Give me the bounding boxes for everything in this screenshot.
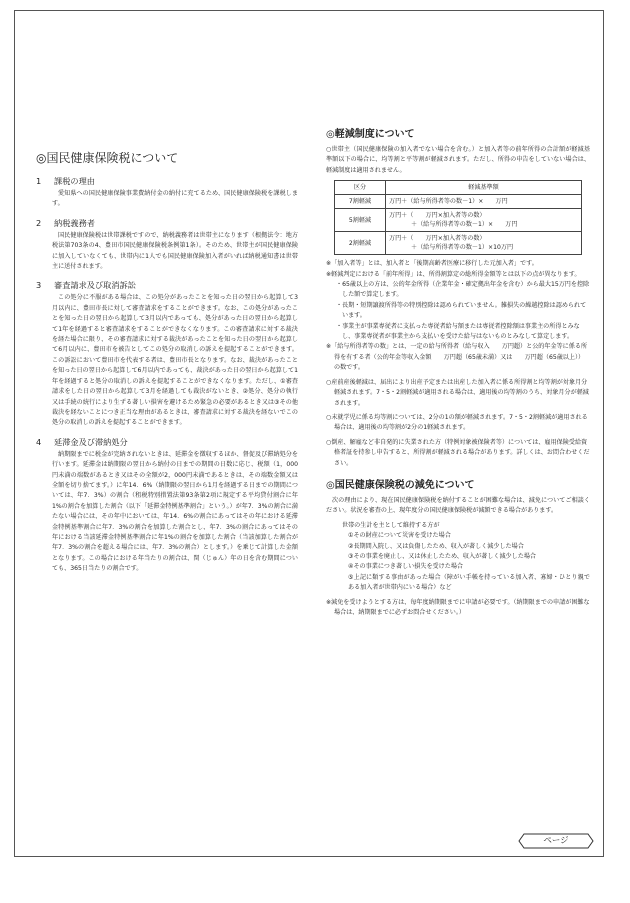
exemption-list [342,521,590,594]
formula-line: 万円＋（ 万円×加入者等の数） [389,235,486,243]
section-heading [36,218,298,229]
exemption-closing: ※減免を受けようとする方は、毎年度納期限までに申請が必要です。（納期限までの申請が困難な場合は、納期限までに必ずお問合せください。） [326,598,590,616]
exemption-intro: 次の理由により、現在国民健康保険税を納付することが困難な場合は、減免についてご相談ください。状況を審査の上、現年度分の国民健康保険税が減額できる場合があります。 [326,496,590,515]
table-row [335,232,582,255]
reduction-title: ◎軽減制度について [326,129,415,140]
section-paragraph: 納期限までに税金が完納されないときは、延滞金を徴収するほか、督促及び滞納処分を行います。延滞金は納期限の翌日から納付の日までの期間の日数に応じ、税額（1，000円未満の端数があるとき又はその全額が2，000円未満であるときは、その端数金額又は全額を切り捨てます。）に年14．6%（納期限の翌日から1月を経過する日までの期間については、年7．3%）の割合（租税特別措置法第93条第2項に規定する平均貸付割合に年1%の割合を加算した割合（以下「延滞金特例基準割合」という。）が年7．3%の割合に満たない場合には、その年中においては、年14．6%の割合にあってはその年における延滞金特例基準割合に年7．3%の割合を加算した割合とし、年7．3%の割合にあってはその年における当該延滞金特例基準割合に年1%の割合を加算した割合（当該加算した割合が年7．3%の割合を超える場合には、年7．3%の割合）とします。）を乗じて計算した金額となります。この場合における年当たりの割合は、閏（じゅん）年の日を含む期間についても、365日当たりの割合です。 [52,450,298,573]
section-title: 延滞金及び滞納処分 [54,436,128,447]
page-label: ページ [543,836,569,846]
reduction-class: 2割軽減 [335,232,386,255]
table-row [335,209,582,232]
section-number: 1 [36,176,42,186]
subnote-item: ・事業主が事業専従者に支払った専従者給与額または専従者控除額は事業主の所得とみなし、事業専従者が事業主から支払いを受けた給与はないものとみなして算定します。 [336,322,580,341]
reduction-notes [326,259,590,280]
section-heading [36,437,298,448]
note-item: ※「加入者等」とは、加入者と「後期高齢者医療に移行した元加入者」です。 [326,260,538,268]
section-title: 納税義務者 [54,217,95,228]
subnote-item: ・長期・短期譲渡所得等の特別控除は認められていません。雑損失の繰越控除は認められています。 [336,301,587,320]
note-salary-earners: ※「給与所得者等の数」とは、一定の給与所得者（給与収入 万円超）と公的年金等に係る所得を有する者（公的年金等収入金額 万円超（65歳未満）又は 万円超（65歳以上））の数です。 [326,343,588,372]
reduction-table [334,180,582,255]
reduction-formula [386,232,582,255]
reduction-class: 7割軽減 [335,195,386,209]
left-column [36,150,298,575]
reduction-formula [386,209,582,232]
section-paragraph: 愛知県への国民健康保険事業費納付金の納付に充てるため、国民健康保険税を課税します。 [52,190,298,208]
reduction-item: ○倒産、解雇など非自発的に失業された方（特例対象被保険者等）については、雇用保険受給資格者証を持参し申告すると、所得割が軽減される場合があります。詳しくは、お問合わせください。 [326,438,590,467]
list-item: ③その事業を廃止し、又は休止したため、収入が著しく減少した場合 [348,552,537,560]
page-indicator [518,833,594,849]
exemption-list-head: 世帯の生計を主として維持する方が [342,521,440,529]
table-row [335,195,582,209]
note-item: ※軽減判定における「前年所得」は、所得割算定の総所得金額等とは以下の点が異なります。 [326,270,581,278]
formula-line: ＋（給与所得者等の数－1）× 万円 [411,221,518,229]
tax-title: ◎国民健康保険税について [36,151,179,165]
table-header-standard: 軽減基準額 [386,181,582,195]
reduction-item: ○未就学児に係る均等割については、2分の1の額が軽減されます。7・5・2割軽減が適用される場合は、適用後の均等割が2分の1軽減されます。 [326,413,588,432]
reduction-formula [386,195,582,209]
section-title: 審査請求及び取消訴訟 [54,280,136,291]
subnote-item: ・65歳以上の方は、公的年金所得（企業年金・確定拠出年金を含む）から最大15万円を控除した額で算定します。 [336,281,590,299]
formula-line: ＋（給与所得者等の数－1）×10万円 [411,244,514,252]
section-heading [36,280,298,291]
reduction-intro: ○世帯主（国民健康保険の加入者でない場合を含む。）と加入者等の前年所得の合計額が軽減基準額以下の場合に、均等割と平等割が軽減されます。ただし、所得の申告をしていない場合は、軽減制度は適用されません。 [326,146,590,174]
formula-line: 万円＋（給与所得者等の数－1）× 万円 [389,198,508,206]
reduction-class: 5割軽減 [335,209,386,232]
right-column [326,128,590,618]
section-number: 4 [36,436,42,447]
reduction-other [326,378,590,469]
list-item: ④その事業につき著しい損失を受けた場合 [348,563,464,571]
section-title: 課税の理由 [54,176,95,186]
list-item: ①その財産について災害を受けた場合 [348,532,451,540]
section-paragraph: 国民健康保険税は世帯課税ですので、納税義務者は世帯主になります（根拠法令：地方税法第703条の4、豊田市国民健康保険税条例第1条）。そのため、世帯主が国民健康保険に加入していなくても、世帯内に1人でも国民健康保険加入者がいれば納税通知書は世帯主に送付されます。 [52,231,298,271]
formula-line: 万円＋（ 万円×加入者等の数） [389,212,486,220]
list-item: ⑤上記に類する事由があった場合（障がい手帳を持っている加入者、寡婦・ひとり親である加入者が世帯内にいる場合）など [348,573,590,592]
exemption-title: ◎国民健康保険税の減免について [326,479,475,491]
table-header-class: 区分 [335,181,386,195]
reduction-subnotes [326,280,590,342]
tax-sections [36,176,298,575]
section-number: 3 [36,280,42,291]
section-number: 2 [36,217,42,228]
section-heading [36,176,298,187]
section-paragraph: この処分に不服がある場合は、この処分があったことを知った日の翌日から起算して3月以内に、豊田市長に対して審査請求をすることができます。なお、この処分があったことを知った日の翌日から起算して3月以内であっても、処分があった日の翌日から起算して1年を経過すると審査請求をすることができなくなります。この審査請求に対する裁決を経た場合に限り、その審査請求に対する裁決があったことを知った日の翌日から起算して6月以内に、豊田市を被告としてこの処分の取消しの訴えを提起することができます。この訴訟において豊田市を代表する者は、豊田市長となります。なお、裁決があったことを知った日の翌日から起算して6月以内であっても、裁決があった日の翌日から起算して1年を経過すると処分の取消しの訴えを提起することができなくなります。ただし、①審査請求をした日の翌日から起算して3月を経過しても裁決がないとき、②処分、処分の執行又は手続の続行により生ずる著しい損害を避けるため緊急の必要があるとき又は③その他裁決を経ないことにつき正当な理由があるときは、審査請求に対する裁決を経ないでこの処分の取消しの訴えを提起することができます。 [52,294,298,427]
reduction-item: ○産前産後軽減は、届出により出産予定または出産した加入者に係る所得割と均等割が対象月分軽減されます。7・5・2割軽減が適用される場合は、適用後の均等割のうち、対象月分が軽減されます。 [326,378,589,407]
list-item: ②長期間入院し、又は負傷したため、収入が著しく減少した場合 [348,542,524,550]
